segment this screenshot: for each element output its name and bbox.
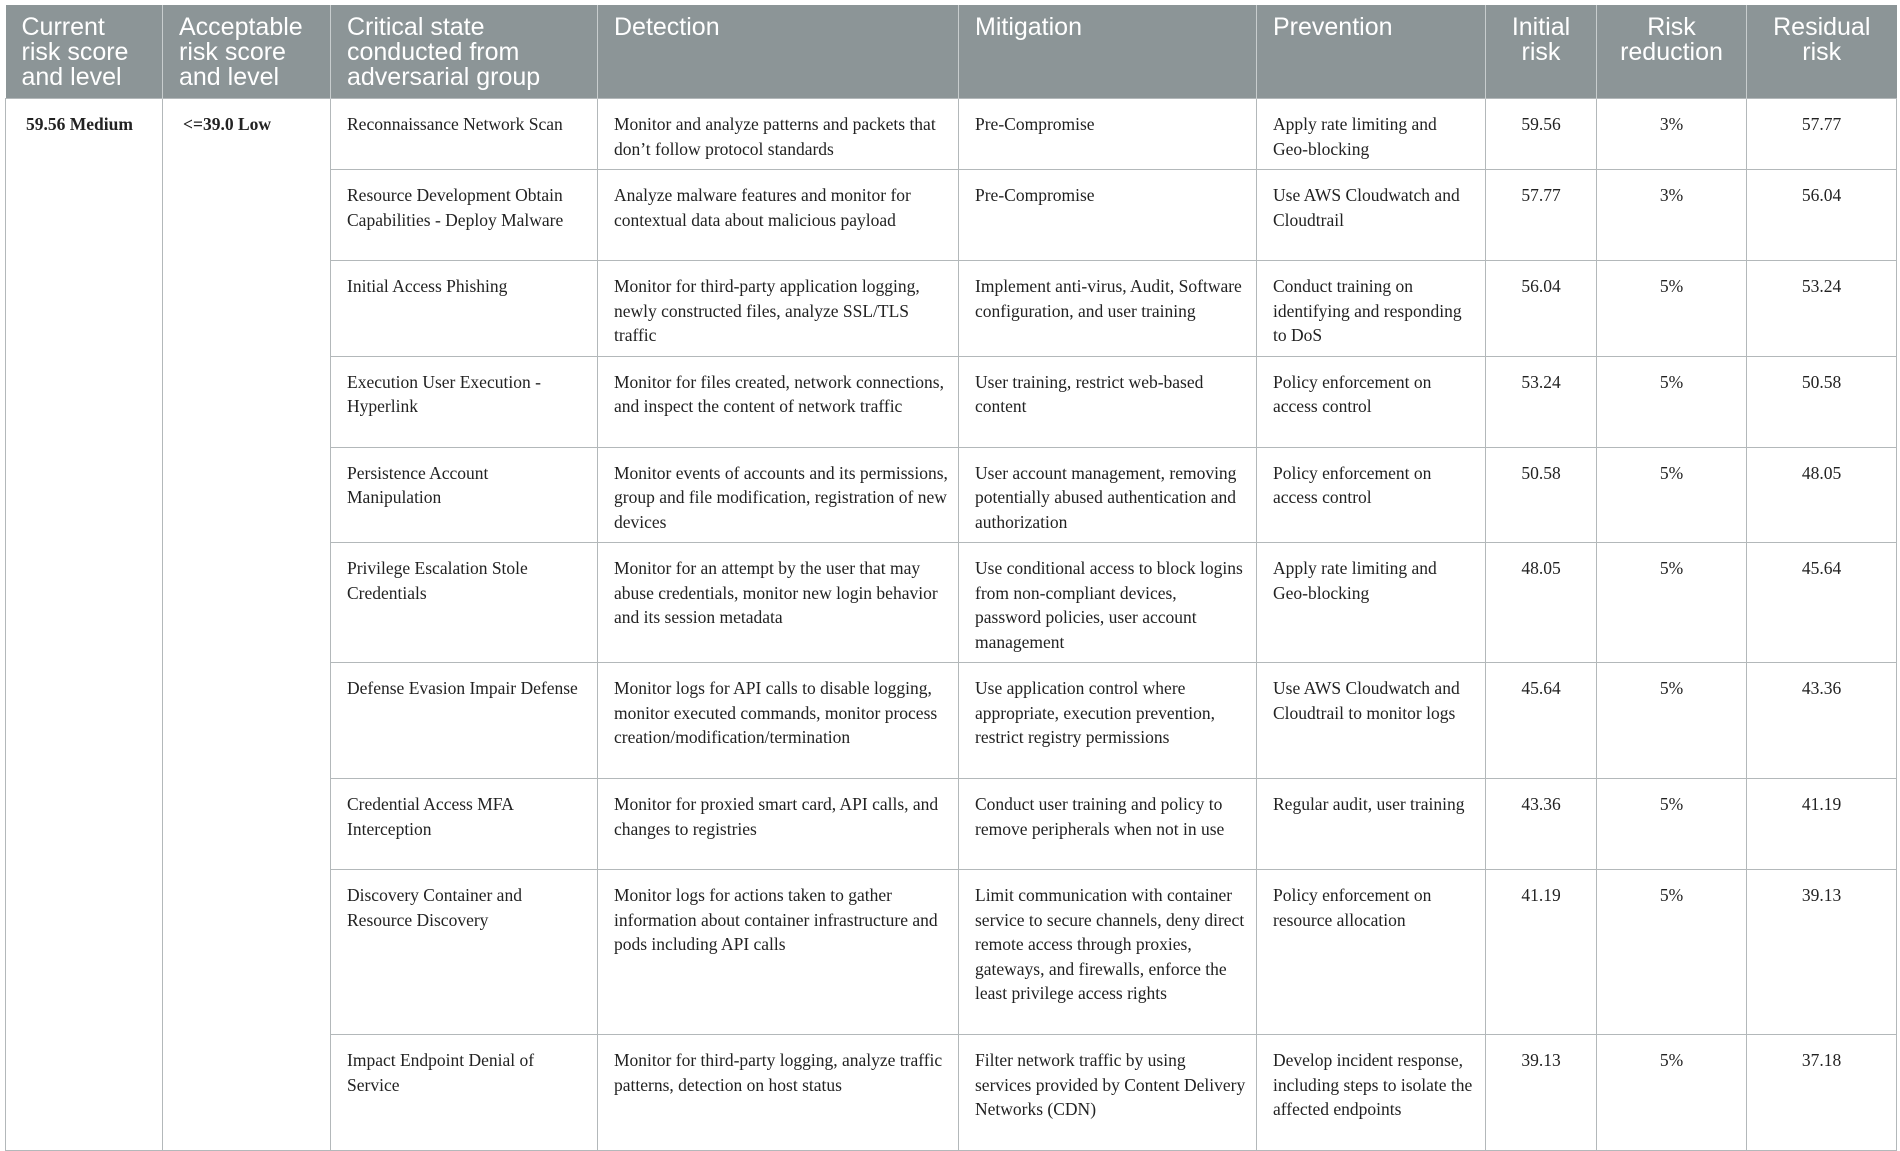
state-cell: Defense Evasion Impair Defense: [331, 663, 598, 779]
prevention-cell: Policy enforcement on resource allocation: [1257, 870, 1486, 1035]
state-cell: Initial Access Phishing: [331, 261, 598, 357]
prevention-cell: Conduct training on identifying and responding to DoS: [1257, 261, 1486, 357]
prevention-cell: Apply rate limiting and Geo-blocking: [1257, 543, 1486, 663]
risk-reduction-cell: 5%: [1597, 543, 1747, 663]
residual-risk-cell: 56.04: [1747, 170, 1897, 261]
residual-risk-cell: 43.36: [1747, 663, 1897, 779]
detection-cell: Monitor for files created, network connections, and inspect the content of network traffic: [598, 356, 959, 447]
risk-reduction-cell: 3%: [1597, 99, 1747, 170]
mitigation-cell: User account management, removing potentially abused authentication and authorization: [959, 447, 1257, 543]
detection-cell: Monitor for third-party application logging, newly constructed files, analyze SSL/TLS traffic: [598, 261, 959, 357]
initial-risk-cell: 43.36: [1486, 779, 1597, 870]
table-row: [6, 99, 1897, 170]
header-detection: Detection: [598, 5, 959, 99]
initial-risk-cell: 59.56: [1486, 99, 1597, 170]
detection-cell: Monitor for third-party logging, analyze traffic patterns, detection on host status: [598, 1035, 959, 1151]
risk-reduction-cell: 5%: [1597, 779, 1747, 870]
risk-reduction-cell: 3%: [1597, 170, 1747, 261]
initial-risk-cell: 41.19: [1486, 870, 1597, 1035]
risk-reduction-cell: 5%: [1597, 870, 1747, 1035]
header-current-risk: Current risk score and level: [6, 5, 163, 99]
prevention-cell: Policy enforcement on access control: [1257, 447, 1486, 543]
mitigation-cell: Implement anti-virus, Audit, Software configuration, and user training: [959, 261, 1257, 357]
detection-cell: Monitor for an attempt by the user that may abuse credentials, monitor new login behavior and its session metadata: [598, 543, 959, 663]
risk-reduction-cell: 5%: [1597, 663, 1747, 779]
prevention-cell: Use AWS Cloudwatch and Cloudtrail to monitor logs: [1257, 663, 1486, 779]
state-cell: Persistence Account Manipulation: [331, 447, 598, 543]
mitigation-cell: Use conditional access to block logins from non-compliant devices, password policies, user account management: [959, 543, 1257, 663]
header-residual-risk: Residual risk: [1747, 5, 1897, 99]
header-initial-risk: Initial risk: [1486, 5, 1597, 99]
table-header: [6, 5, 1897, 99]
mitigation-cell: Pre-Compromise: [959, 99, 1257, 170]
header-row: [6, 5, 1897, 99]
header-prevention: Prevention: [1257, 5, 1486, 99]
residual-risk-cell: 50.58: [1747, 356, 1897, 447]
prevention-cell: Use AWS Cloudwatch and Cloudtrail: [1257, 170, 1486, 261]
mitigation-cell: Limit communication with container service to secure channels, deny direct remote access through proxies, gateways, and firewalls, enforce the least privilege access rights: [959, 870, 1257, 1035]
residual-risk-cell: 39.13: [1747, 870, 1897, 1035]
prevention-cell: Develop incident response, including steps to isolate the affected endpoints: [1257, 1035, 1486, 1151]
mitigation-cell: Filter network traffic by using services provided by Content Delivery Networks (CDN): [959, 1035, 1257, 1151]
detection-cell: Monitor events of accounts and its permissions, group and file modification, registration of new devices: [598, 447, 959, 543]
header-critical-state: Critical state conducted from adversarial group: [331, 5, 598, 99]
mitigation-cell: Use application control where appropriate, execution prevention, restrict registry permissions: [959, 663, 1257, 779]
risk-reduction-cell: 5%: [1597, 447, 1747, 543]
mitigation-cell: User training, restrict web-based content: [959, 356, 1257, 447]
detection-cell: Analyze malware features and monitor for contextual data about malicious payload: [598, 170, 959, 261]
detection-cell: Monitor for proxied smart card, API calls, and changes to registries: [598, 779, 959, 870]
residual-risk-cell: 41.19: [1747, 779, 1897, 870]
detection-cell: Monitor logs for actions taken to gather information about container infrastructure and pods including API calls: [598, 870, 959, 1035]
initial-risk-cell: 45.64: [1486, 663, 1597, 779]
current-risk-cell: 59.56 Medium: [6, 99, 163, 1151]
initial-risk-cell: 57.77: [1486, 170, 1597, 261]
detection-cell: Monitor and analyze patterns and packets that don’t follow protocol standards: [598, 99, 959, 170]
prevention-cell: Regular audit, user training: [1257, 779, 1486, 870]
mitigation-cell: Conduct user training and policy to remove peripherals when not in use: [959, 779, 1257, 870]
risk-assessment-table: [5, 5, 1897, 1151]
state-cell: Impact Endpoint Denial of Service: [331, 1035, 598, 1151]
risk-reduction-cell: 5%: [1597, 356, 1747, 447]
state-cell: Execution User Execution - Hyperlink: [331, 356, 598, 447]
prevention-cell: Policy enforcement on access control: [1257, 356, 1486, 447]
mitigation-cell: Pre-Compromise: [959, 170, 1257, 261]
detection-cell: Monitor logs for API calls to disable logging, monitor executed commands, monitor process creation/modification/termination: [598, 663, 959, 779]
initial-risk-cell: 50.58: [1486, 447, 1597, 543]
risk-reduction-cell: 5%: [1597, 1035, 1747, 1151]
residual-risk-cell: 53.24: [1747, 261, 1897, 357]
state-cell: Credential Access MFA Interception: [331, 779, 598, 870]
initial-risk-cell: 56.04: [1486, 261, 1597, 357]
initial-risk-cell: 48.05: [1486, 543, 1597, 663]
state-cell: Reconnaissance Network Scan: [331, 99, 598, 170]
header-acceptable-risk: Acceptable risk score and level: [163, 5, 331, 99]
residual-risk-cell: 48.05: [1747, 447, 1897, 543]
table-body: [6, 99, 1897, 1151]
initial-risk-cell: 39.13: [1486, 1035, 1597, 1151]
acceptable-risk-cell: <=39.0 Low: [163, 99, 331, 1151]
header-risk-reduction: Risk reduction: [1597, 5, 1747, 99]
state-cell: Privilege Escalation Stole Credentials: [331, 543, 598, 663]
prevention-cell: Apply rate limiting and Geo-blocking: [1257, 99, 1486, 170]
header-mitigation: Mitigation: [959, 5, 1257, 99]
residual-risk-cell: 57.77: [1747, 99, 1897, 170]
residual-risk-cell: 45.64: [1747, 543, 1897, 663]
state-cell: Resource Development Obtain Capabilities - Deploy Malware: [331, 170, 598, 261]
initial-risk-cell: 53.24: [1486, 356, 1597, 447]
risk-table-container: [5, 5, 1896, 1151]
state-cell: Discovery Container and Resource Discovery: [331, 870, 598, 1035]
risk-reduction-cell: 5%: [1597, 261, 1747, 357]
residual-risk-cell: 37.18: [1747, 1035, 1897, 1151]
